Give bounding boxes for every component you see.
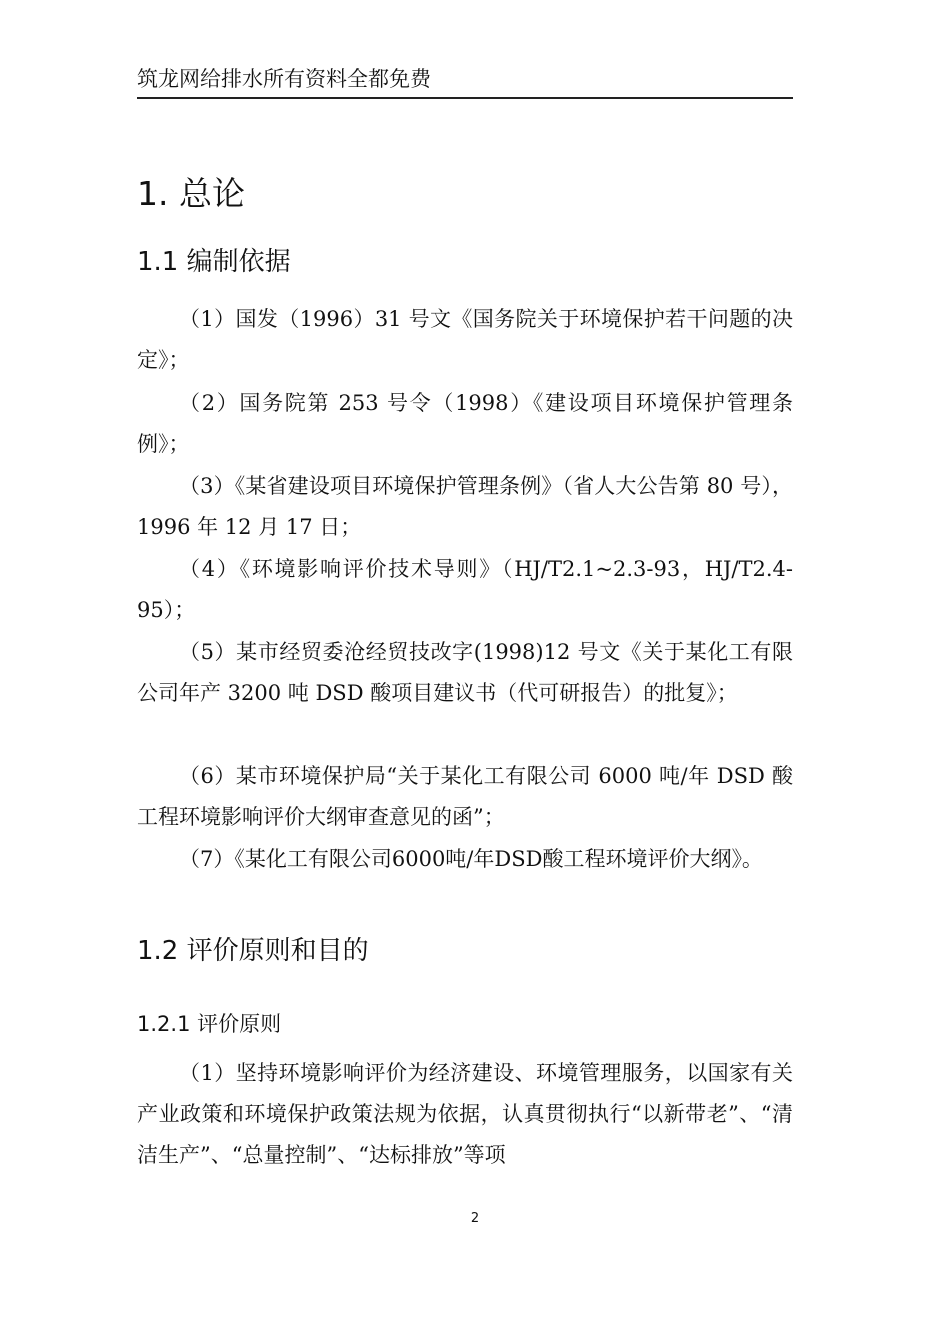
basis-item-2: （2）国务院第 253 号令（1998）《建设项目环境保护管理条例》； — [137, 391, 793, 456]
section-heading-1-2: 1.2 评价原则和目的 — [137, 936, 369, 966]
basis-item-6: （6）某市环境保护局“关于某化工有限公司 6000 吨/年 DSD 酸工程环境影响评价大纲审查意见的函”； — [137, 764, 793, 829]
header-divider — [137, 97, 793, 99]
subsection-heading-1-2-1: 1.2.1 评价原则 — [137, 1012, 282, 1036]
page-header: 筑龙网给排水所有资料全都免费 — [137, 67, 431, 91]
page-number: 2 — [470, 1211, 480, 1226]
basis-item-7: （7）《某化工有限公司6000吨/年DSD酸工程环境评价大纲》。 — [179, 847, 763, 871]
section-heading-1-1: 1.1 编制依据 — [137, 247, 291, 277]
basis-item-1: （1）国发（1996）31 号文《国务院关于环境保护若干问题的决定》； — [137, 307, 793, 372]
basis-item-4: （4）《环境影响评价技术导则》（HJ/T2.1~2.3-93，HJ/T2.4-95）； — [137, 557, 793, 622]
chapter-title: 1. 总论 — [137, 174, 245, 213]
basis-item-3: （3）《某省建设项目环境保护管理条例》（省人大公告第 80 号），1996 年 12 月 17 日； — [137, 474, 793, 539]
principle-item-1: （1）坚持环境影响评价为经济建设、环境管理服务，以国家有关产业政策和环境保护政策法规为依据，认真贯彻执行“以新带老”、“清洁生产”、“总量控制”、“达标排放”等项 — [137, 1061, 793, 1167]
basis-item-5: （5）某市经贸委沧经贸技改字(1998)12 号文《关于某化工有限公司年产 3200 吨 DSD 酸项目建议书（代可研报告）的批复》； — [137, 640, 793, 705]
